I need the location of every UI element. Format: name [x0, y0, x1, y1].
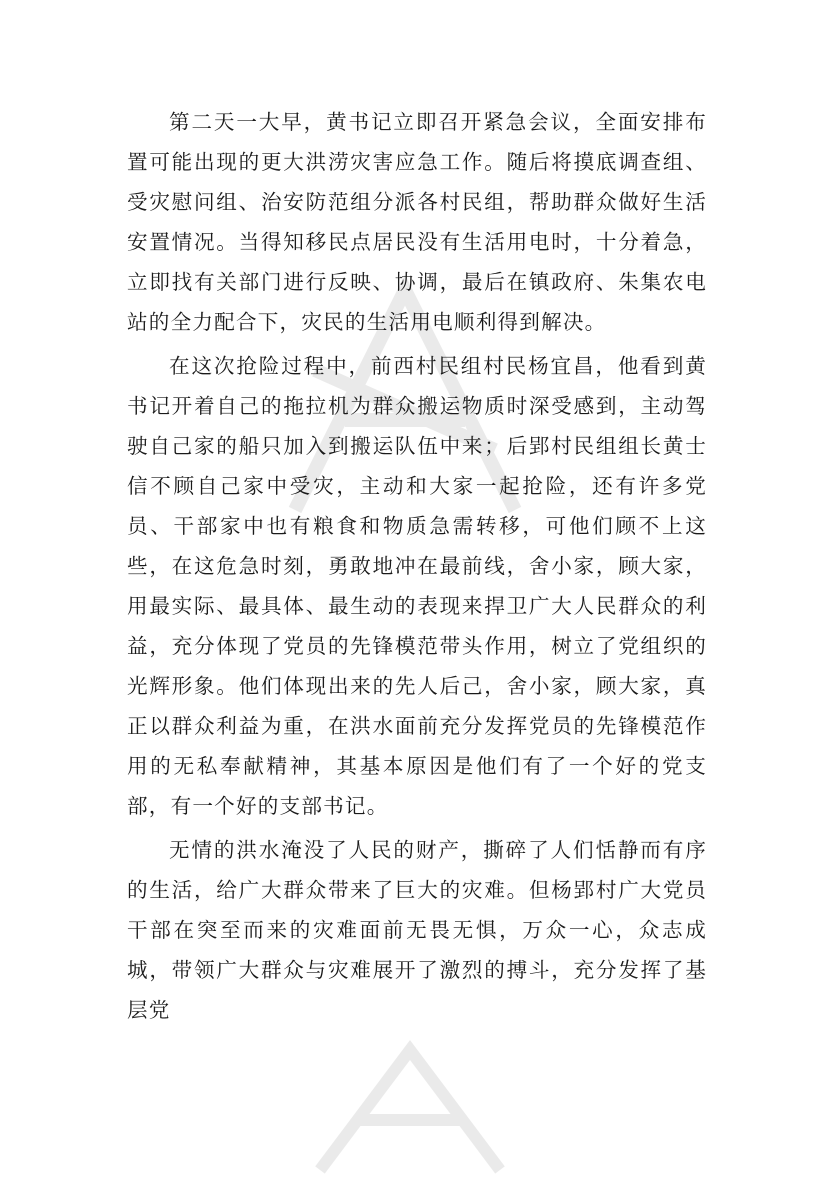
paragraph: 在这次抢险过程中，前西村民组村民杨宜昌，他看到黄书记开着自己的拖拉机为群众搬运物质时深受感到，主动驾驶自己家的船只加入到搬运队伍中来；后郢村民组组长黄士信不顾自己家中受灾，主动和大家一起抢险，还有许多党员、干部家中也有粮食和物质急需转移，可他们顾不上这些，在这危急时刻，勇敢地冲在最前线，舍小家，顾大家，用最实际、最具体、最生动的表现来捍卫广大人民群众的利益，充分体现了党员的先锋模范带头作用，树立了党组织的光辉形象。他们体现出来的先人后己，舍小家，顾大家，真正以群众利益为重，在洪水面前充分发挥党员的先锋模范作用的无私奉献精神，其基本原因是他们有了一个好的党支部，有一个好的支部书记。 — [127, 354, 707, 818]
paragraph: 无情的洪水淹没了人民的财产，撕碎了人们恬静而有序的生活，给广大群众带来了巨大的灾难。但杨郢村广大党员干部在突至而来的灾难面前无畏无惧，万众一心，众志成城，带领广大群众与灾难展开了激烈的搏斗，充分发挥了基层党 — [127, 838, 707, 1022]
body-text — [127, 102, 707, 1034]
watermark-stamp-icon — [300, 1030, 520, 1180]
paragraph: 第二天一大早，黄书记立即召开紧急会议，全面安排布置可能出现的更大洪涝灾害应急工作。随后将摸底调查组、受灾慰问组、治安防范组分派各村民组，帮助群众做好生活安置情况。当得知移民点居民没有生活用电时，十分着急，立即找有关部门进行反映、协调，最后在镇政府、朱集农电站的全力配合下，灾民的生活用电顺利得到解决。 — [127, 110, 707, 334]
